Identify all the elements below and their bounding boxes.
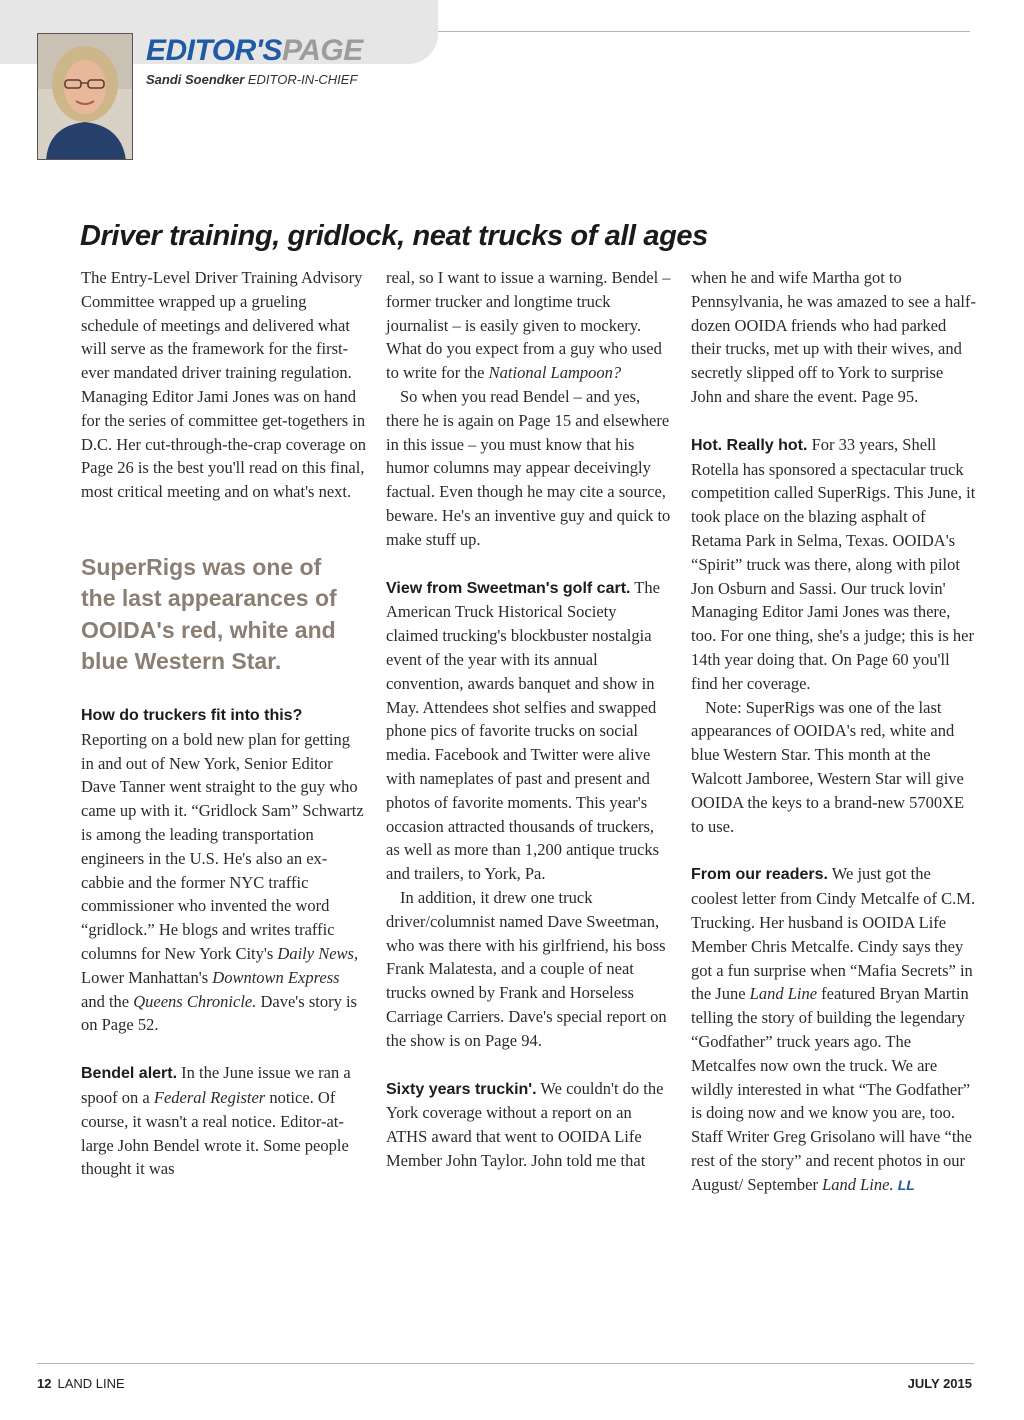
article-headline: Driver training, gridlock, neat trucks of all ages	[80, 220, 708, 252]
hot-heading: Hot. Really hot.	[691, 436, 808, 454]
article-column-2	[386, 266, 671, 1173]
readers-paragraph: From our readers. We just got the coolest letter from Cindy Metcalfe of C.M. Trucking. Her husband is OOIDA Life Member Chris Metcalfe. Cindy says they got a fun surprise when “Mafia Secrets” in the June Land Line featured Bryan Martin telling the story of building the legendary “Godfather” truck years ago. The Metcalfes now own the truck. We are wildly interested in what “The Godfather” is doing now and we know you are, too. Staff Writer Greg Grisolano will have “the rest of the story” and recent photos in our August/ September Land Line. LL	[691, 864, 976, 1194]
land-line-end-mark: LL	[897, 1176, 915, 1193]
editor-photo	[37, 33, 133, 160]
sixty-years-heading: Sixty years truckin'.	[386, 1080, 537, 1098]
gridlock-heading: How do truckers fit into this?	[81, 706, 303, 724]
byline	[146, 72, 357, 87]
taylor-continued-paragraph: when he and wife Martha got to Pennsylvania, he was amazed to see a half-dozen OOIDA friends who had parked their trucks, met up with their wives, and secretly slipped off to York to surprise John and share the event. Page 95.	[691, 268, 976, 406]
sixty-years-paragraph: Sixty years truckin'. We couldn't do the York coverage without a report on an ATHS award that went to OOIDA Life Member John Taylor. John told me that	[386, 1078, 664, 1170]
superrigs-paragraph: Hot. Really hot. For 33 years, Shell Rotella has sponsored a spectacular truck competition called SuperRigs. This June, it took place on the blazing asphalt of Retama Park in Selma, Texas. OOIDA's “Spirit” truck was there, along with pilot Jon Osburn and Sassi. Our truck lovin' Managing Editor Jami Jones was there, too. For one thing, she's a judge; this is her 14th year doing that. On Page 60 you'll find her coverage.	[691, 434, 976, 693]
byline-title: EDITOR-IN-CHIEF	[247, 72, 358, 87]
sweetman-paragraph-2: In addition, it drew one truck driver/columnist named Dave Sweetman, who was there with his girlfriend, his boss Frank Malatesta, and a couple of neat trucks owned by Frank and Horseless Carriage Carriers. Dave's special report on the show is on Page 94.	[386, 887, 667, 1050]
readers-heading: From our readers.	[691, 866, 828, 884]
magazine-name: LAND LINE	[57, 1376, 125, 1391]
intro-paragraph: The Entry-Level Driver Training Advisory Committee wrapped up a grueling schedule of meetings and delivered what will serve as the framework for the first-ever mandated driver training regulation. Managing Editor Jami Jones was on hand for the series of committee get-togethers in D.C. Her cut-through-the-crap coverage on Page 26 is the best you'll read on this final, most critical meeting and on what's next.	[81, 268, 366, 502]
article-column-3	[691, 266, 976, 1197]
section-title-page: PAGE	[281, 34, 363, 67]
footer-rule	[37, 1363, 974, 1364]
section-title-editors: EDITOR'S	[146, 34, 282, 67]
issue-date: JULY 2015	[907, 1376, 972, 1391]
bendel-paragraph: Bendel alert. In the June issue we ran a spoof on a Federal Register notice. Of course, it wasn't a real notice. Editor-at-large John Bendel wrote it. Some people thought it was	[81, 1063, 351, 1179]
bendel-warning-paragraph: So when you read Bendel – and yes, there he is again on Page 15 and elsewhere in this issue – you must know that his humor columns may appear deceivingly factual. Even though he may cite a source, beware. He's an inventive guy and quick to make stuff up.	[386, 386, 671, 549]
sweetman-paragraph: View from Sweetman's golf cart. The American Truck Historical Society claimed trucking's blockbuster nostalgia event of the year with its annual convention, awards banquet and show in May. Attendees shot selfies and swapped phone pics of favorite trucks on social media. Facebook and Twitter were alive with nameplates of past and present and photos of favorite moments. This year's occasion attracted thousands of truckers, as well as more than 1,200 antique trucks and trailers, to York, Pa.	[386, 577, 660, 884]
header-rule	[438, 31, 970, 32]
gridlock-paragraph: Reporting on a bold new plan for getting in and out of New York, Senior Editor Dave Tanner went straight to the guy who came up with it. “Gridlock Sam” Schwartz is among the leading transportation engineers in the U.S. He's also an ex-cabbie and the former NYC traffic commissioner who invented the word “gridlock.” He blogs and writes traffic columns for New York City's Daily News, Lower Manhattan's Downtown Express and the Queens Chronicle. Dave's story is on Page 52.	[81, 729, 364, 1035]
bendel-continued-paragraph: real, so I want to issue a warning. Bendel – former trucker and longtime truck journalist – is easily given to mockery. What do you expect from a guy who used to write for the National Lampoon?	[386, 268, 671, 383]
sweetman-heading: View from Sweetman's golf cart.	[386, 579, 631, 597]
byline-name: Sandi Soendker	[146, 72, 245, 87]
article-column-1	[81, 266, 366, 1181]
western-star-note-paragraph: Note: SuperRigs was one of the last appearances of OOIDA's red, white and blue Western Star. This month at the Walcott Jamboree, Western Star will give OOIDA the keys to a brand-new 5700XE to use.	[691, 697, 965, 836]
bendel-heading: Bendel alert.	[81, 1065, 178, 1083]
pull-quote: SuperRigs was one of the last appearances of OOIDA's red, white and blue Western Star.	[81, 553, 337, 675]
page-number: 12	[37, 1376, 52, 1391]
footer-left	[37, 1376, 125, 1391]
section-title	[146, 34, 363, 68]
